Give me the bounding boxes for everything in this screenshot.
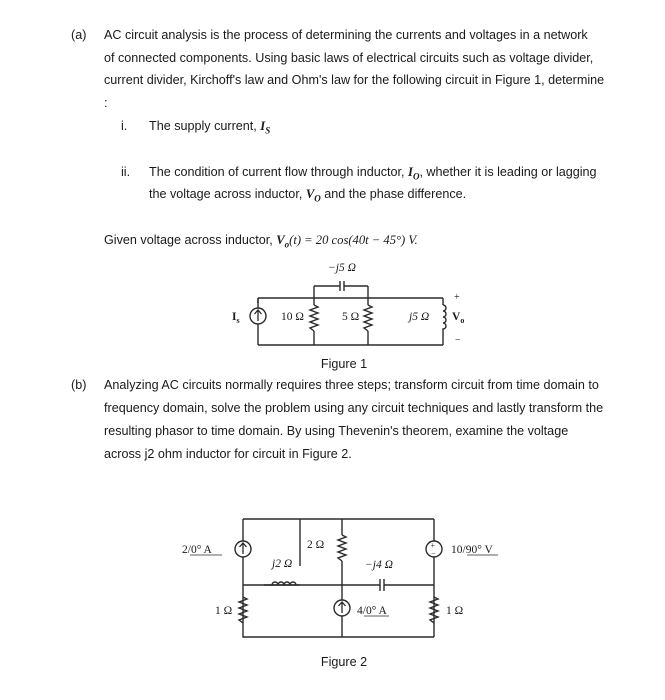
item-ii-sub-2: O <box>314 193 321 204</box>
part-a-line-1: AC circuit analysis is the process of determining the currents and voltages in a network <box>104 28 588 42</box>
figure-2-wires <box>243 519 434 637</box>
fig1-vo-sub: o <box>460 316 465 325</box>
given-eq: = 20 cos(40t − 45°) V. <box>301 233 418 247</box>
part-b-line-3: resulting phasor to time domain. By using Thevenin's theorem, examine the voltage <box>104 424 569 438</box>
item-i-var: I <box>260 119 266 133</box>
part-b-line-4: across j2 ohm inductor for circuit in Figure 2. <box>104 447 352 461</box>
fig1-is-sub: s <box>236 316 240 325</box>
figure-2-vs-minus: − <box>431 549 436 558</box>
figure-2-caption: Figure 2 <box>320 655 368 669</box>
figure-1-minus: − <box>455 335 461 346</box>
part-a-colon: : <box>104 95 108 110</box>
item-i-label: The supply current, <box>149 119 261 133</box>
fig1-is: I <box>232 311 237 323</box>
given-var: V <box>276 233 285 247</box>
figure-1-plus: + <box>454 292 460 303</box>
figure-2-resistor-2 <box>338 535 346 561</box>
item-ii-post: , whether it is leading or lagging <box>419 165 597 179</box>
item-ii-number: ii. <box>121 165 131 179</box>
figure-2-r2-label: 2 Ω <box>307 539 325 551</box>
part-a-label: (a) <box>71 28 87 42</box>
figure-1-vo-label <box>452 311 464 325</box>
part-a-line-3: current divider, Kirchoff's law and Ohm's law for the following circuit in Figure 1, determine <box>104 73 605 87</box>
item-ii-pre: The condition of current flow through inductor, <box>149 165 409 179</box>
figure-1-resistor-5 <box>364 305 372 331</box>
figure-2-ind-label: j2 Ω <box>272 558 293 570</box>
figure-1-inductor <box>443 305 446 331</box>
figure-2-right-r-label: 1 Ω <box>446 605 464 617</box>
item-ii-var-2: V <box>305 187 315 201</box>
figure-2-resistor-right <box>430 597 438 623</box>
figure-1-resistor-10 <box>310 305 318 331</box>
part-b-label: (b) <box>71 378 87 392</box>
item-i-number: i. <box>121 119 128 133</box>
figure-2-vs-plus: + <box>430 541 436 550</box>
figure-1-source-label <box>232 311 240 325</box>
fig1-vo: V <box>452 311 461 323</box>
part-a-line-2: of connected components. Using basic laws of electrical circuits such as voltage divider, <box>104 50 594 65</box>
item-ii-sub: O <box>412 171 420 182</box>
figure-1-ind-label: j5 Ω <box>409 311 430 323</box>
item-ii-var: I <box>408 165 413 179</box>
figure-2-right-source-label: 10/90° V <box>451 544 493 556</box>
part-b-line-1: Analyzing AC circuits normally requires three steps; transform circuit from time domain to <box>104 378 599 392</box>
figure-1-cap-label: −j5 Ω <box>328 262 356 274</box>
figure-1-r10-label: 10 Ω <box>281 311 304 323</box>
part-b-line-2: frequency domain, solve the problem using any circuit techniques and lastly transform the <box>104 401 604 415</box>
item-ii-pre-2: the voltage across inductor, <box>149 187 306 201</box>
figure-1-caption: Figure 1 <box>320 357 368 371</box>
figure-2-mid-source-label: 4/0° A <box>357 605 387 617</box>
given-arg: (t) <box>289 233 302 247</box>
item-ii-post-2: and the phase difference. <box>320 187 467 201</box>
item-i-sub: S <box>265 125 271 136</box>
figure-2-cap-label: −j4 Ω <box>365 559 393 571</box>
figure-1-r5-label: 5 Ω <box>342 311 360 323</box>
figure-2-resistor-left <box>239 597 247 623</box>
figure-2-left-r-label: 1 Ω <box>215 605 233 617</box>
figure-2-left-source-label: 2/0° A <box>182 544 212 556</box>
given-sub: o <box>284 239 290 250</box>
given-pre: Given voltage across inductor, <box>104 233 277 247</box>
